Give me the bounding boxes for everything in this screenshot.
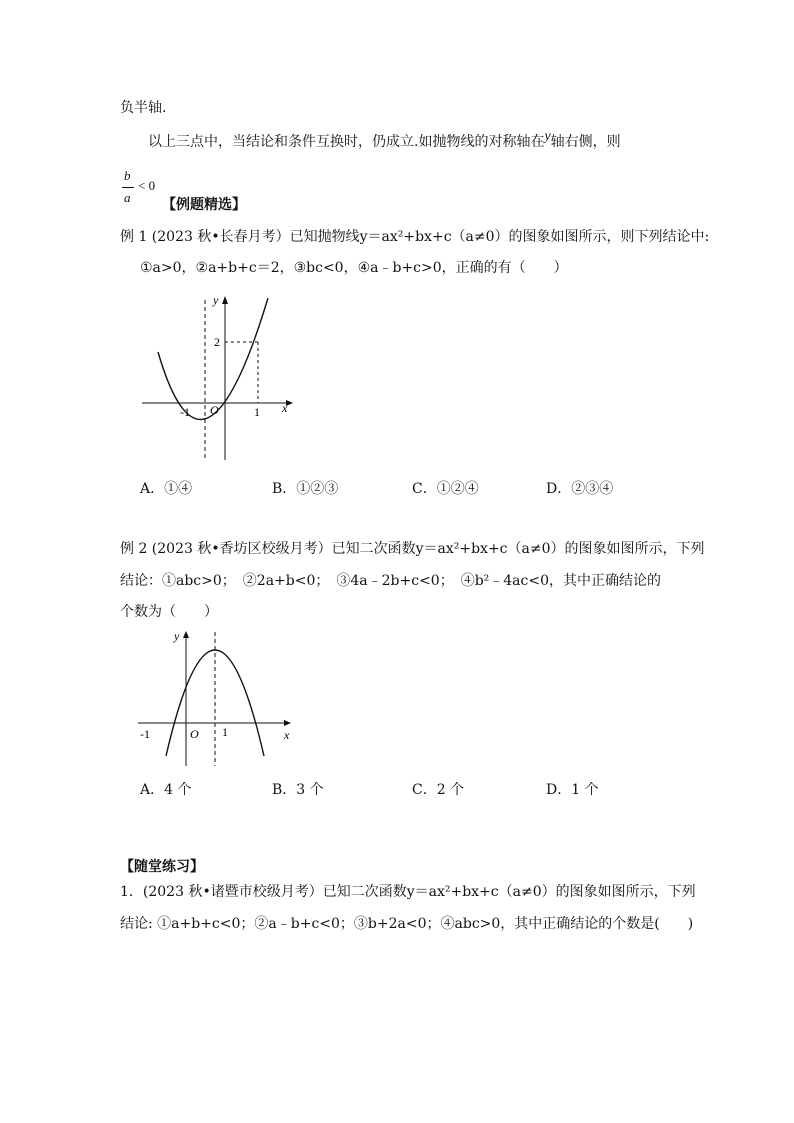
fraction-comparison: < 0 [138, 178, 156, 193]
fraction-numerator: b [124, 168, 131, 183]
y-axis-label: y [213, 293, 219, 307]
intro-line-1: 负半轴. [120, 100, 167, 116]
example-2-stem-line-2: 结论：①abc>0； ②2a+b<0； ③4a﹣2b+c<0； ④b²﹣4ac<0，其中正确结论的 [120, 573, 662, 589]
intro-y-variable: y [544, 129, 551, 144]
y-axis-arrow [222, 296, 228, 304]
y-axis-label: y [174, 629, 180, 643]
intro-line-2-text: 以上三点中，当结论和条件互换时，仍成立.如抛物线的对称轴在 [148, 134, 545, 150]
example-1-parabola-graph [140, 290, 300, 465]
origin-label: O [190, 727, 199, 741]
example-2-option-a: A．4 个 [140, 782, 192, 798]
tick-label-neg1: -1 [180, 405, 190, 419]
tick-label-1: 1 [254, 405, 260, 419]
intro-line-2-end: 轴右侧，则 [550, 134, 621, 150]
fraction-bar [122, 187, 134, 188]
y-axis-arrow [183, 631, 189, 638]
section-practice-heading: 【随堂练习】 [120, 859, 204, 875]
example-2-option-c: C．2 个 [412, 782, 465, 798]
example-1-option-a: A．①④ [140, 481, 193, 497]
example-2-stem-line-1: 例 2 (2023 秋•香坊区校级月考）已知二次函数y＝ax²+bx+c（a≠0）的图象如图所示，下列 [120, 541, 705, 557]
example-2-option-b: B．3 个 [272, 782, 324, 798]
parabola-curve [158, 298, 268, 419]
example-1-option-c: C．①②④ [412, 481, 479, 497]
example-2-parabola-graph [138, 628, 298, 770]
x-axis-label: x [282, 401, 288, 415]
x-axis-arrow [284, 720, 291, 726]
fraction-b-over-a [120, 168, 160, 208]
example-1-option-d: D．②③④ [546, 481, 614, 497]
practice-1-stem-line-2: 结论: ①a+b+c<0；②a﹣b+c<0；③b+2a<0；④abc>0，其中正确结论的个数是( ) [120, 916, 694, 932]
intro-line-2 [148, 129, 621, 153]
example-1-stem-line-2: ①a>0，②a+b+c＝2，③bc<0，④a﹣b+c>0，正确的有（ ） [140, 260, 568, 276]
section-examples-heading: 【例题精选】 [162, 197, 246, 213]
tick-label-neg1: -1 [140, 727, 150, 741]
example-1-option-b: B．①②③ [272, 481, 339, 497]
example-1-stem-line-1: 例 1 (2023 秋•长春月考）已知抛物线y＝ax²+bx+c（a≠0）的图象如图所示，则下列结论中: [120, 229, 710, 245]
fraction-denominator: a [124, 190, 131, 205]
example-2-option-d: D．1 个 [546, 782, 599, 798]
example-2-stem-line-3: 个数为（ ） [120, 604, 218, 620]
x-axis-label: x [284, 728, 290, 742]
tick-label-2: 2 [214, 335, 220, 349]
practice-1-stem-line-1: 1．(2023 秋•诸暨市校级月考）已知二次函数y＝ax²+bx+c（a≠0）的图象如图所示，下列 [120, 884, 696, 900]
origin-label: O [210, 403, 219, 417]
tick-label-1: 1 [222, 725, 228, 739]
